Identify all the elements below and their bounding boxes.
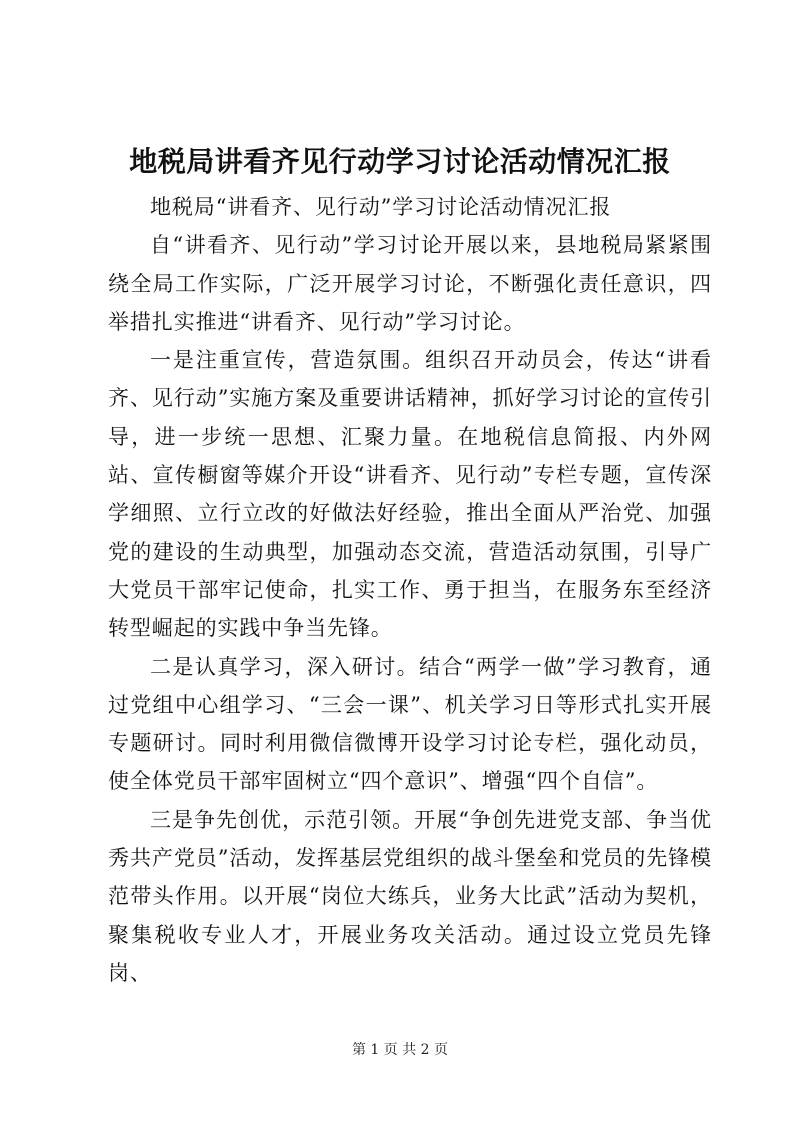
intro-paragraph: 自“讲看齐、见行动”学习讨论开展以来，县地税局紧紧围绕全局工作实际，广泛开展学习讨论，不断强化责任意识，四举措扎实推进“讲看齐、见行动”学习讨论。 [108, 233, 712, 334]
page-footer: 第 1 页 共 2 页 [351, 1042, 449, 1058]
paragraph-study: 二是认真学习，深入研讨。结合“两学一做”学习教育，通过党组中心组学习、“三会一课”、机关学习日等形式扎实开展专题研讨。同时利用微信微博开设学习讨论专栏，强化动员，使全体党员干部牢固树立“四个意识”、增强“四个自信”。 [108, 654, 712, 794]
subtitle-paragraph: 地税局“讲看齐、见行动”学习讨论活动情况汇报 [150, 195, 612, 219]
document-title: 地税局讲看齐见行动学习讨论活动情况汇报 [129, 145, 671, 178]
document-body [108, 188, 712, 992]
paragraph-excellence: 三是争先创优，示范引领。开展“争创先进党支部、争当优秀共产党员”活动，发挥基层党组织的战斗堡垒和党员的先锋模范带头作用。以开展“岗位大练兵，业务大比武”活动为契机，聚集税收专业人才，开展业务攻关活动。通过设立党员先锋岗、 [108, 807, 712, 985]
paragraph-publicity: 一是注重宣传，营造氛围。组织召开动员会，传达“讲看齐、见行动”实施方案及重要讲话精神，抓好学习讨论的宣传引导，进一步统一思想、汇聚力量。在地税信息简报、内外网站、宣传橱窗等媒介开设“讲看齐、见行动”专栏专题，宣传深学细照、立行立改的好做法好经验，推出全面从严治党、加强党的建设的生动典型，加强动态交流，营造活动氛围，引导广大党员干部牢记使命，扎实工作、勇于担当，在服务东至经济转型崛起的实践中争当先锋。 [108, 348, 712, 641]
